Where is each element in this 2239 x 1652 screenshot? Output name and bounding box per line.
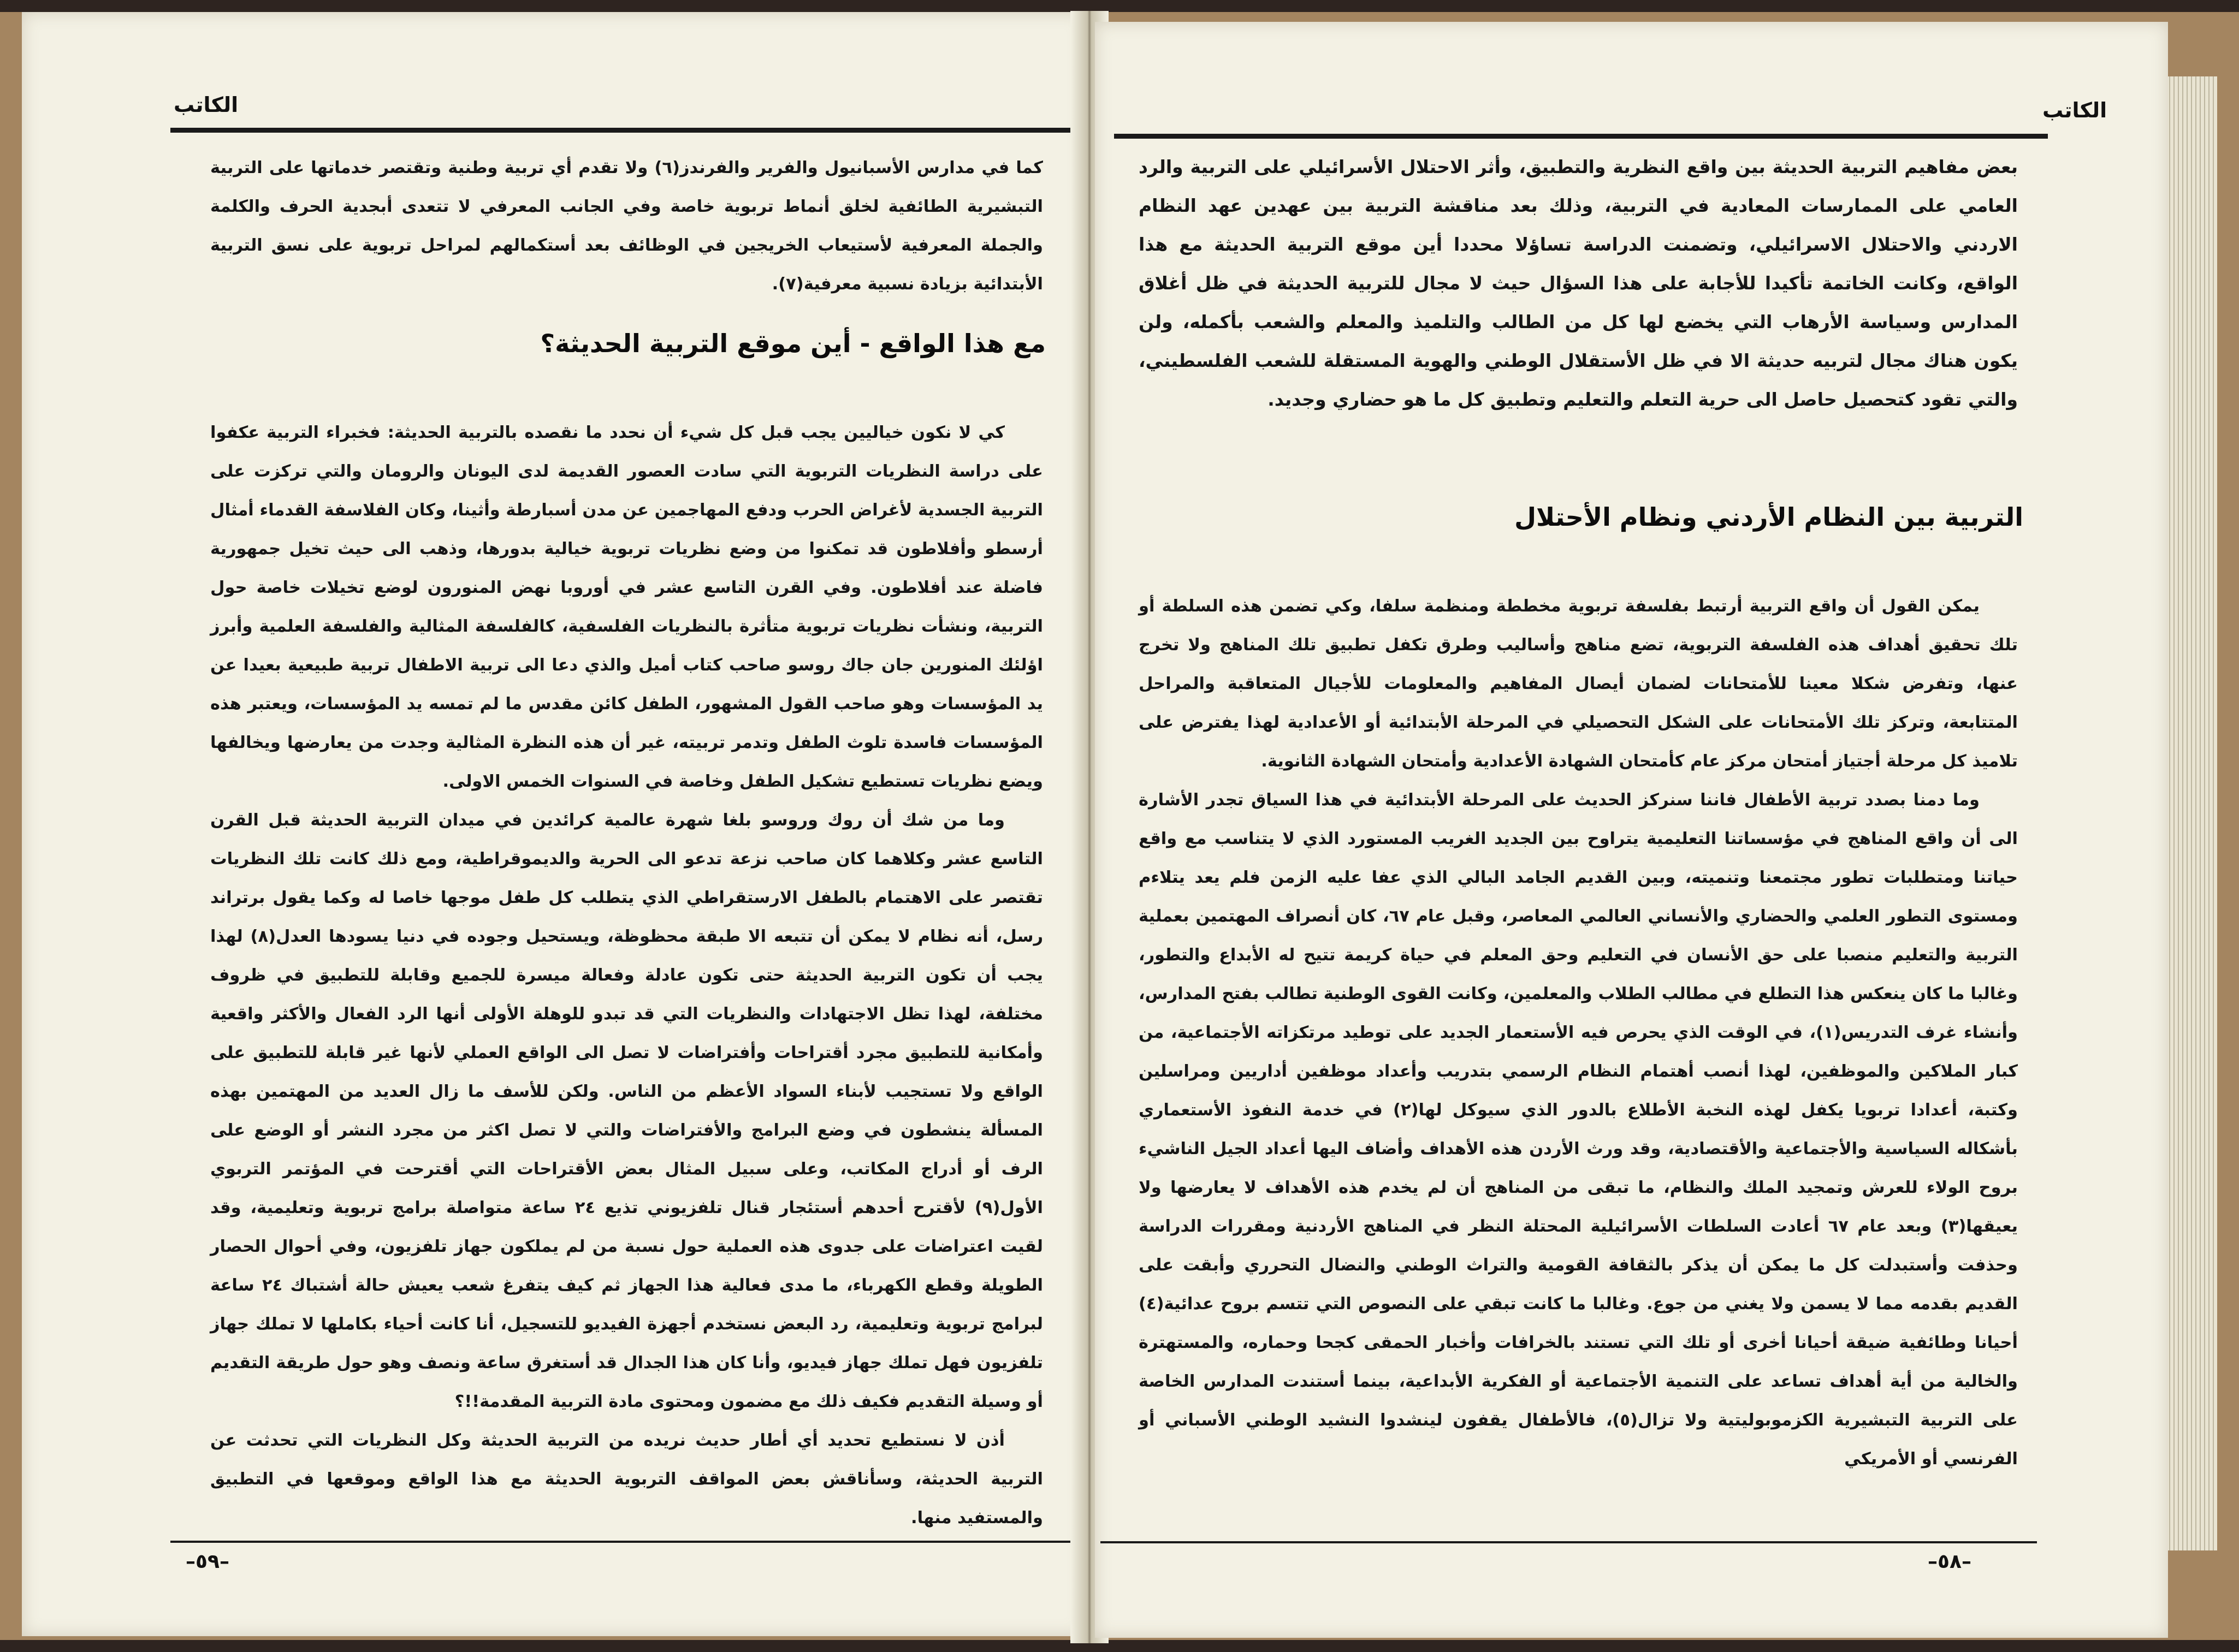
background-edge-bottom bbox=[0, 1640, 2239, 1652]
right-body-column bbox=[1139, 587, 2018, 1478]
left-body-column bbox=[210, 413, 1043, 1537]
background-edge-top bbox=[0, 0, 2239, 12]
right-running-head: الكاتب bbox=[2042, 98, 2107, 122]
right-section-heading: التربية بين النظام الأردني ونظام الأحتلال bbox=[1514, 502, 2023, 532]
right-footer-rule bbox=[1100, 1541, 2037, 1543]
right-page-number: –٥٨– bbox=[1928, 1550, 1971, 1573]
left-page-number: –٥٩– bbox=[186, 1550, 229, 1573]
left-section-heading: مع هذا الواقع - أين موقع التربية الحديثة؟ bbox=[540, 329, 1046, 358]
right-paragraph-2: وما دمنا بصدد تربية الأطفال فاننا سنركز الحديث على المرحلة الأبتدائية في هذا السياق تجدر الأشارة الى أن واقع المناهج في مؤسساتنا التعليمية يتراوح بين الجديد الغريب المستورد الذي لا يتناسب مع واقع حياتنا ومتطلبات تطور مجتمعنا وتنميته، وبين القديم الجامد البالي الذي عفا عليه الزمن فلم يعد يتلاءم ومستوى التطور العلمي والحضاري والأنساني العالمي المعاصر، وقبل عام ٦٧، كان أنصراف المهتمين بعملية التربية والتعليم منصبا على حق الأنسان في التعليم وحق المعلم في حياة كريمة تتيح له الأبداع والتطور، وغالبا ما كان ينعكس هذا التطلع في مطالب الطلاب والمعلمين، وكانت القوى الوطنية تطالب بفتح المدارس، وأنشاء غرف التدريس(١)، في الوقت الذي يحرص فيه الأستعمار الجديد على توطيد مرتكزاته الأجتماعية، من كبار الملاكين والموظفين، لهذا أنصب أهتمام النظام الرسمي بتدريب وأعداد موظفين أداريين ومراسلين وكتبة، أعدادا تربويا يكفل لهذه النخبة الأطلاع بالدور الذي سيوكل لها(٢) في خدمة النفوذ الأستعماري بأشكاله السياسية والأجتماعية والأقتصادية، وقد ورث الأردن هذه الأهداف وأضاف اليها أعداد الجيل الناشيء بروح الولاء للعرش وتمجيد الملك والنظام، ما تبقى من المناهج أن لم يخدم هذه الأهداف لا يعارضها ولا يعيقها(٣) وبعد عام ٦٧ أعادت السلطات الأسرائيلية المحتلة النظر في المناهج الأردنية ومقررات الدراسة وحذفت وأستبدلت كل ما يمكن أن يذكر بالثقافة القومية والتراث الوطني والنضال التحرري وأبقت على القديم بقدمه مما لا يسمن ولا يغني من جوع. وغالبا ما كانت تبقي على النصوص التي تتسم بروح عدائية(٤) أحيانا وطائفية ضيقة أحيانا أخرى أو تلك التي تستند بالخرافات وأخبار الحمقى كجحا وحماره، والمستهترة والخالية من أية أهداف تساعد على التنمية الأجتماعية أو الفكرية الأبداعية، بينما أستندت المدارس الخاصة على التربية التبشيرية الكزموبوليتية ولا تزال(٥)، فالأطفال يقفون لينشدوا النشيد الوطني الأسباني أو الفرنسي أو الأمريكي bbox=[1139, 791, 2018, 1469]
left-footer-rule bbox=[170, 1541, 1071, 1543]
right-intro-paragraph bbox=[1139, 147, 2018, 419]
left-paragraph-1: كي لا نكون خياليين يجب قبل كل شيء أن نحدد ما نقصده بالتربية الحديثة: فخبراء التربية عكفوا على دراسة النظريات التربوية التي سادت العصور القديمة لدى اليونان والرومان والتي تركزت على التربية الجسدية لأغراض الحرب ودفع المهاجمين عن مدن أسبارطة وأثينا، وكان الفلاسفة القدماء أمثال أرسطو وأفلاطون قد تمكنوا من وضع نظريات تربوية خيالية بدورها، وذهب الى حيث تخيل جمهورية فاضلة عند أفلاطون. وفي القرن التاسع عشر في أوروبا نهض المنورون لوضع تخيلات خاصة حول التربية، ونشأت نظريات تربوية متأثرة بالنظريات الفلسفية، كالفلسفة المثالية والفلسفة العلمية وأبرز اؤلئك المنورين جان جاك روسو صاحب كتاب أميل والذي دعا الى تربية الاطفال تربية طبيعية بعيدا عن يد المؤسسات وهو صاحب القول المشهور، الطفل كائن مقدس ما لم تمسه يد المؤسسات، ويعتبر هذه المؤسسات فاسدة تلوث الطفل وتدمر تربيته، غير أن هذه النظرة المثالية وجدت من يعارضها ويخالفها ويضع نظريات تستطيع تشكيل الطفل وخاصة في السنوات الخمس الاولى. bbox=[210, 423, 1043, 791]
left-paragraph-3: أذن لا نستطيع تحديد أي أطار حديث نريده من التربية الحديثة وكل النظريات التي تحدثت عن التربية الحديثة، وسأناقش بعض المواقف التربوية الحديثة مع هذا الواقع وموقعها في التطبيق والمستفيد منها. bbox=[210, 1431, 1043, 1528]
left-intro-text: كما في مدارس الأسبانيول والفرير والفرندز(٦) ولا تقدم أي تربية وطنية وتقتصر خدماتها على التربية التبشيرية الطائفية لخلق أنماط تربوية خاصة وفي الجانب المعرفي لا تتعدى أبجدية الحرف والكلمة والجملة المعرفية لأستيعاب الخريجين في الوظائف بعد أستكمالهم لمراحل تربوية على نسق التربية الأبتدائية بزيادة نسبية معرفية(٧). bbox=[210, 158, 1043, 294]
left-paragraph-2: وما من شك أن روك وروسو بلغا شهرة عالمية كرائدين في ميدان التربية الحديثة قبل القرن التاسع عشر وكلاهما كان صاحب نزعة تدعو الى الحرية والديموقراطية، ومع ذلك كانت تلك النظريات تقتصر على الاهتمام بالطفل الارستقراطي الذي يتطلب كل طفل موجها خاصا له وكما يقول برتراند رسل، أنه نظام لا يمكن أن تتبعه الا طبقة محظوظة، ويستحيل وجوده في دنيا يسودها العدل(٨) لهذا يجب أن تكون التربية الحديثة حتى تكون عادلة وفعالة ميسرة للجميع وقابلة للتطبيق في ظروف مختلفة، لهذا تظل الاجتهادات والنظريات التي قد تبدو للوهلة الأولى أنها الرد الفعال والأكثر واقعية وأمكانية للتطبيق مجرد أقتراحات وأفتراضات لا تصل الى الواقع العملي لأنها غير قابلة للتطبيق على الواقع ولا تستجيب لأبناء السواد الأعظم من الناس. ولكن للأسف ما زال العديد من المهتمين بهذه المسألة ينشطون في وضع البرامج والأفتراضات والتي لا تصل اكثر من مجرد النشر أو الوضع على الرف أو أدراج المكاتب، وعلى سبيل المثال بعض الأقتراحات التي أقترحت في المؤتمر التربوي الأول(٩) لأقترح أحدهم أستئجار قنال تلفزيوني تذيع ٢٤ ساعة متواصلة برامج تربوية وتعليمية، وقد لقيت اعتراضات على جدوى هذه العملية حول نسبة من لم يملكون جهاز تلفزيون، وفي أحوال الحصار الطويلة وقطع الكهرباء، ما مدى فعالية هذا الجهاز ثم كيف يتفرغ شعب يعيش حالة أشتباك ٢٤ ساعة لبرامج تربوية وتعليمية، رد البعض نستخدم أجهزة الفيديو للتسجيل، أنا كانت أحياء بكاملها لا تملك جهاز تلفزيون فهل تملك جهاز فيديو، وأنا كان هذا الجدال قد أستغرق ساعة ونصف وهو حول طريقة التقديم أو وسيلة التقديم فكيف ذلك مع مضمون ومحتوى مادة التربية المقدمة!!؟ bbox=[210, 811, 1043, 1411]
right-header-rule bbox=[1114, 134, 2048, 139]
left-page bbox=[22, 12, 1084, 1636]
left-intro-paragraph bbox=[210, 148, 1043, 304]
right-paragraph-1: يمكن القول أن واقع التربية أرتبط بفلسفة تربوية مخططة ومنظمة سلفا، وكي تضمن هذه السلطة أو تلك تحقيق أهداف هذه الفلسفة التربوية، تضع مناهج وأساليب وطرق تكفل تطبيق تلك المناهج ولا تخرج عنها، وتفرض شكلا معينا للأمتحانات لضمان أيصال المفاهيم والمعلومات للأجيال المتعاقبة والمراحل المتتابعة، وتركز تلك الأمتحانات على الشكل التحصيلي في المرحلة الأبتدائية أو الأعدادية لهذا يفترض على تلاميذ كل مرحلة أجتياز أمتحان مركز عام كأمتحان الشهادة الأعدادية وأمتحان الشهادة الثانوية. bbox=[1139, 597, 2018, 771]
right-page bbox=[1095, 22, 2168, 1638]
left-running-head: الكاتب bbox=[174, 93, 239, 117]
right-intro-text: بعض مفاهيم التربية الحديثة بين واقع النظرية والتطبيق، وأثر الاحتلال الأسرائيلي على التربية والرد العامي على الممارسات المعادية في التربية، وذلك بعد مناقشة التربية بين عهدين عهد النظام الاردني والاحتلال الاسرائيلي، وتضمنت الدراسة تساؤلا محددا أين موقع التربية الحديثة مع هذا الواقع، وكانت الخاتمة تأكيدا للأجابة على هذا السؤال حيث لا مجال للتربية الحديثة في ظل أغلاق المدارس وسياسة الأرهاب التي يخضع لها كل من الطالب والتلميذ والمعلم والشعب بأكمله، ولن يكون هناك مجال لتربيه حديثة الا في ظل الأستقلال الوطني والهوية المستقلة للشعب الفلسطيني، والتي تقود كتحصيل حاصل الى حرية التعلم والتعليم وتطبيق كل ما هو حضاري وجديد. bbox=[1139, 156, 2018, 410]
left-header-rule bbox=[170, 128, 1077, 133]
